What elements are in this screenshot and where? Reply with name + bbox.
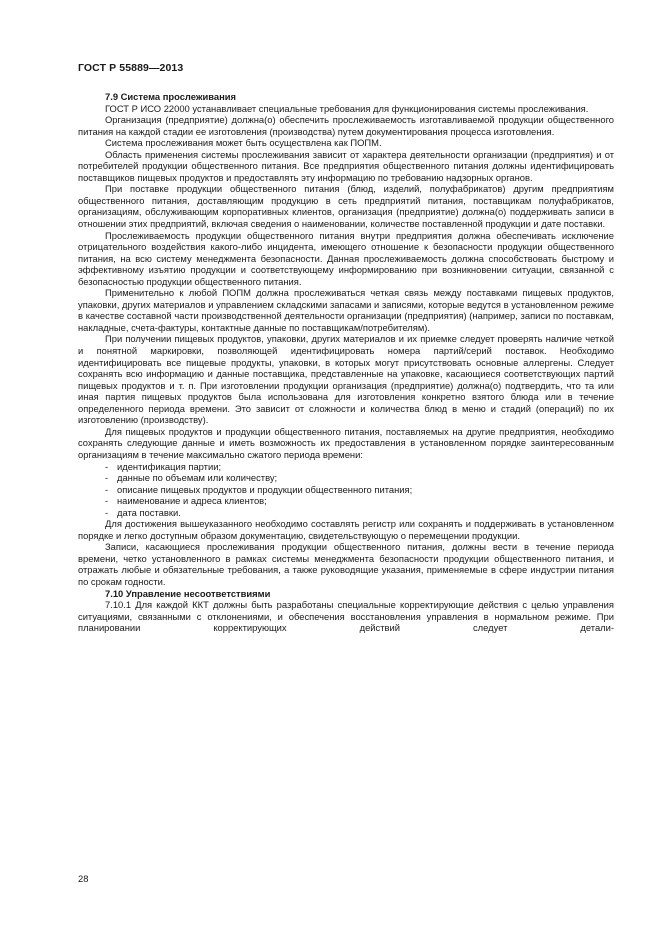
paragraph: Записи, касающиеся прослеживания продукции общественного питания, должны вести в течение периода времени, четко установленного в рамках системы менеджмента безопасности продукции общественного питания, и отражать любые и обязательные требования, а также руководящие указания, применяемые в сфере индустрии питания по срокам годности. bbox=[78, 541, 614, 587]
list-item bbox=[78, 507, 614, 519]
paragraph: Применительно к любой ПОПМ должна прослеживаться четкая связь между поставками пищевых продуктов, упаковки, других материалов и управлением складскими запасами и записями, которые ведутся в установленном режиме в качестве составной части производственной деятельности организации (предприятия) (например, записи по поставкам, накладные, счета-фактуры, контактные данные по поставщикам/потребителям). bbox=[78, 287, 614, 333]
standard-code: ГОСТ Р 55889—2013 bbox=[78, 62, 184, 74]
list-item-text: дата поставки. bbox=[117, 506, 181, 518]
dash-marker: - bbox=[105, 483, 109, 495]
paragraph: Для пищевых продуктов и продукции общественного питания, поставляемых на другие предприятия, необходимо сохранять следующие данные и иметь возможность их предоставления в установленном порядке заинтересованным организациям в течение максимально сжатого периода времени: bbox=[78, 425, 614, 460]
list-item bbox=[78, 495, 614, 507]
paragraph: Система прослеживания может быть осуществлена как ПОПМ. bbox=[105, 137, 382, 149]
section-heading-7-10: 7.10 Управление несоответствиями bbox=[105, 587, 271, 599]
list-item bbox=[78, 472, 614, 484]
list-item-text: идентификация партии; bbox=[117, 460, 222, 472]
paragraph: Область применения системы прослеживания зависит от характера деятельности организации (предприятия) и от потребителей продукции общественного питания. Все предприятия общественного питания должны идентифицировать поставщиков пищевых продуктов и предоставлять эту информацию по требованию надзорных органов. bbox=[78, 148, 614, 183]
dash-marker: - bbox=[105, 506, 109, 518]
document-body bbox=[78, 91, 614, 634]
list-item bbox=[78, 461, 614, 473]
paragraph: Прослеживаемость продукции общественного питания внутри предприятия должна обеспечивать исключение отрицательного воздействия какого-либо инцидента, имеющего отношение к безопасности продукции общественного питания, на всю систему менеджмента безопасности. Данная прослеживаемость должна способствовать быстрому и эффективному изъятию продукции и соответствующему информированию при возникновении ситуации, связанной с безопасностью продукции общественного питания. bbox=[78, 229, 614, 287]
dash-marker: - bbox=[105, 460, 109, 472]
paragraph: При получении пищевых продуктов, упаковки, других материалов и их приемке следует проверять наличие четкой и понятной маркировки, позволяющей идентифицировать номера партий/серий поставок. Необходимо идентифицировать все пищевые продукты, упаковки, в которых могут присутствовать основные аллергены. Следует сохранять всю информацию и данные поставщика, представленные на упаковке, касающиеся соответствующих партий пищевых продуктов и т. п. При изготовлении продукции организация (предприятие) должна(о) подтвердить, что та или иная партия пищевых продуктов была использована для изготовления конкретно взятого блюда или в течение определенного периода времени. Это зависит от сложности и количества блюд в меню и стадий (операций) по их изготовлению (производству). bbox=[78, 333, 614, 426]
paragraph: Для достижения вышеуказанного необходимо составлять регистр или сохранять и поддерживать в установленном порядке и легко доступным образом документацию, свидетельствующую о перемещении продукции. bbox=[78, 518, 614, 541]
paragraph: ГОСТ Р ИСО 22000 устанавливает специальные требования для функционирования системы прослеживания. bbox=[105, 102, 589, 114]
page-number: 28 bbox=[78, 873, 89, 884]
list-item-text: наименование и адреса клиентов; bbox=[117, 495, 267, 507]
list-item bbox=[78, 484, 614, 496]
dash-marker: - bbox=[105, 472, 109, 484]
list-item-text: данные по объемам или количеству; bbox=[117, 472, 278, 484]
dash-marker: - bbox=[105, 495, 109, 507]
paragraph: При поставке продукции общественного питания (блюд, изделий, полуфабрикатов) другим предприятиям общественного питания, доставляющим продукцию в сеть предприятий питания, поставщикам полуфабрикатов, организациям, обслуживающим корпоративных клиентов, организация (предприятие) должна(о) поддерживать записи в отношении этих предприятий, включая сведения о наименовании, количестве поставленной продукции и дате поставки. bbox=[78, 183, 614, 230]
paragraph: 7.10.1 Для каждой ККТ должны быть разработаны специальные корректирующие действия с целью управления ситуациями, связанными с отклонениями, и обеспечения восстановления управления в нормальном режиме. При планировании корректирующих действий следует детали- bbox=[78, 599, 614, 634]
paragraph: Организация (предприятие) должна(о) обеспечить прослеживаемость изготавливаемой продукции общественного питания на каждой стадии ее изготовления (производства) путем документирования процесса изготовления. bbox=[78, 114, 614, 137]
section-heading-7-9: 7.9 Система прослеживания bbox=[105, 91, 236, 102]
list-item-text: описание пищевых продуктов и продукции общественного питания; bbox=[117, 483, 413, 495]
